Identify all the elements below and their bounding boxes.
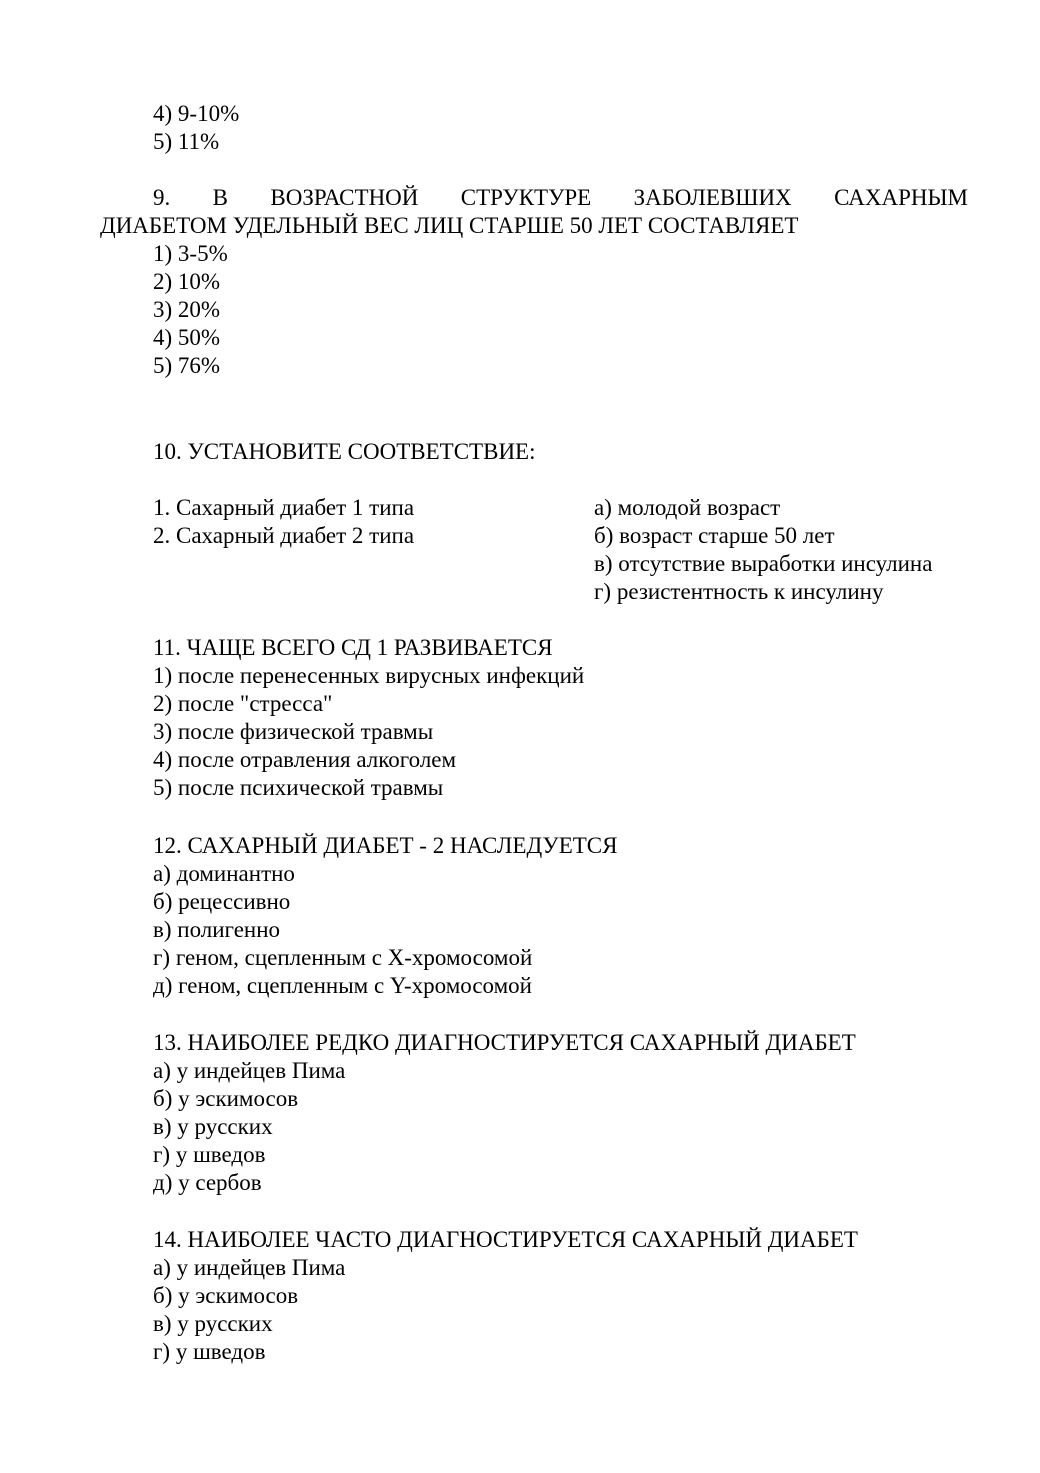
q9-option-3: 3) 20%: [153, 297, 221, 322]
q14-option-d: г) у шведов: [153, 1339, 266, 1364]
q10-left-2: 2. Сахарный диабет 2 типа: [153, 523, 415, 548]
q13-option-b: б) у эскимосов: [153, 1086, 299, 1111]
q8-option-4: 4) 9-10%: [153, 101, 240, 126]
q14-question: 14. НАИБОЛЕЕ ЧАСТО ДИАГНОСТИРУЕТСЯ САХАРНЫЙ ДИАБЕТ: [153, 1227, 858, 1252]
q9-option-1: 1) 3-5%: [153, 241, 228, 266]
q9-question-line2: ДИАБЕТОМ УДЕЛЬНЫЙ ВЕС ЛИЦ СТАРШЕ 50 ЛЕТ СОСТАВЛЯЕТ: [100, 213, 799, 238]
q11-option-4: 4) после отравления алкоголем: [153, 747, 457, 772]
q13-option-e: д) у сербов: [153, 1170, 262, 1195]
q8-option-5: 5) 11%: [153, 129, 220, 154]
q13-question: 13. НАИБОЛЕЕ РЕДКО ДИАГНОСТИРУЕТСЯ САХАРНЫЙ ДИАБЕТ: [153, 1030, 856, 1055]
q11-option-2: 2) после "стресса": [153, 691, 333, 716]
q13-option-c: в) у русских: [153, 1114, 273, 1139]
q10-question: 10. УСТАНОВИТЕ СООТВЕТСТВИЕ:: [153, 439, 536, 464]
q9-question: [100, 184, 968, 240]
q10-right-a: а) молодой возраст: [594, 495, 781, 520]
q10-right-c: в) отсутствие выработки инсулина: [594, 551, 933, 576]
q11-option-3: 3) после физической травмы: [153, 719, 434, 744]
q10-right-d: г) резистентность к инсулину: [594, 579, 884, 604]
q12-option-e: д) геном, сцепленным с Y-хромосомой: [153, 973, 532, 998]
q10-left-1: 1. Сахарный диабет 1 типа: [153, 495, 415, 520]
q9-option-4: 4) 50%: [153, 325, 221, 350]
q12-option-c: в) полигенно: [153, 917, 281, 942]
q11-question: 11. ЧАЩЕ ВСЕГО СД 1 РАЗВИВАЕТСЯ: [153, 635, 553, 660]
q13-option-d: г) у шведов: [153, 1142, 266, 1167]
q11-option-1: 1) после перенесенных вирусных инфекций: [153, 663, 585, 688]
q13-option-a: а) у индейцев Пима: [153, 1058, 346, 1083]
q12-question: 12. САХАРНЫЙ ДИАБЕТ - 2 НАСЛЕДУЕТСЯ: [153, 833, 618, 858]
q9-option-2: 2) 10%: [153, 269, 221, 294]
q14-option-b: б) у эскимосов: [153, 1283, 299, 1308]
q14-option-c: в) у русских: [153, 1311, 273, 1336]
q10-right-b: б) возраст старше 50 лет: [594, 523, 835, 548]
q11-option-5: 5) после психической травмы: [153, 775, 444, 800]
q12-option-b: б) рецессивно: [153, 889, 291, 914]
q9-question-line1: 9. В ВОЗРАСТНОЙ СТРУКТУРЕ ЗАБОЛЕВШИХ САХАРНЫМ: [153, 185, 968, 210]
q12-option-a: а) доминантно: [153, 861, 295, 886]
q14-option-a: а) у индейцев Пима: [153, 1255, 346, 1280]
q9-option-5: 5) 76%: [153, 353, 221, 378]
q12-option-d: г) геном, сцепленным с Х-хромосомой: [153, 945, 533, 970]
